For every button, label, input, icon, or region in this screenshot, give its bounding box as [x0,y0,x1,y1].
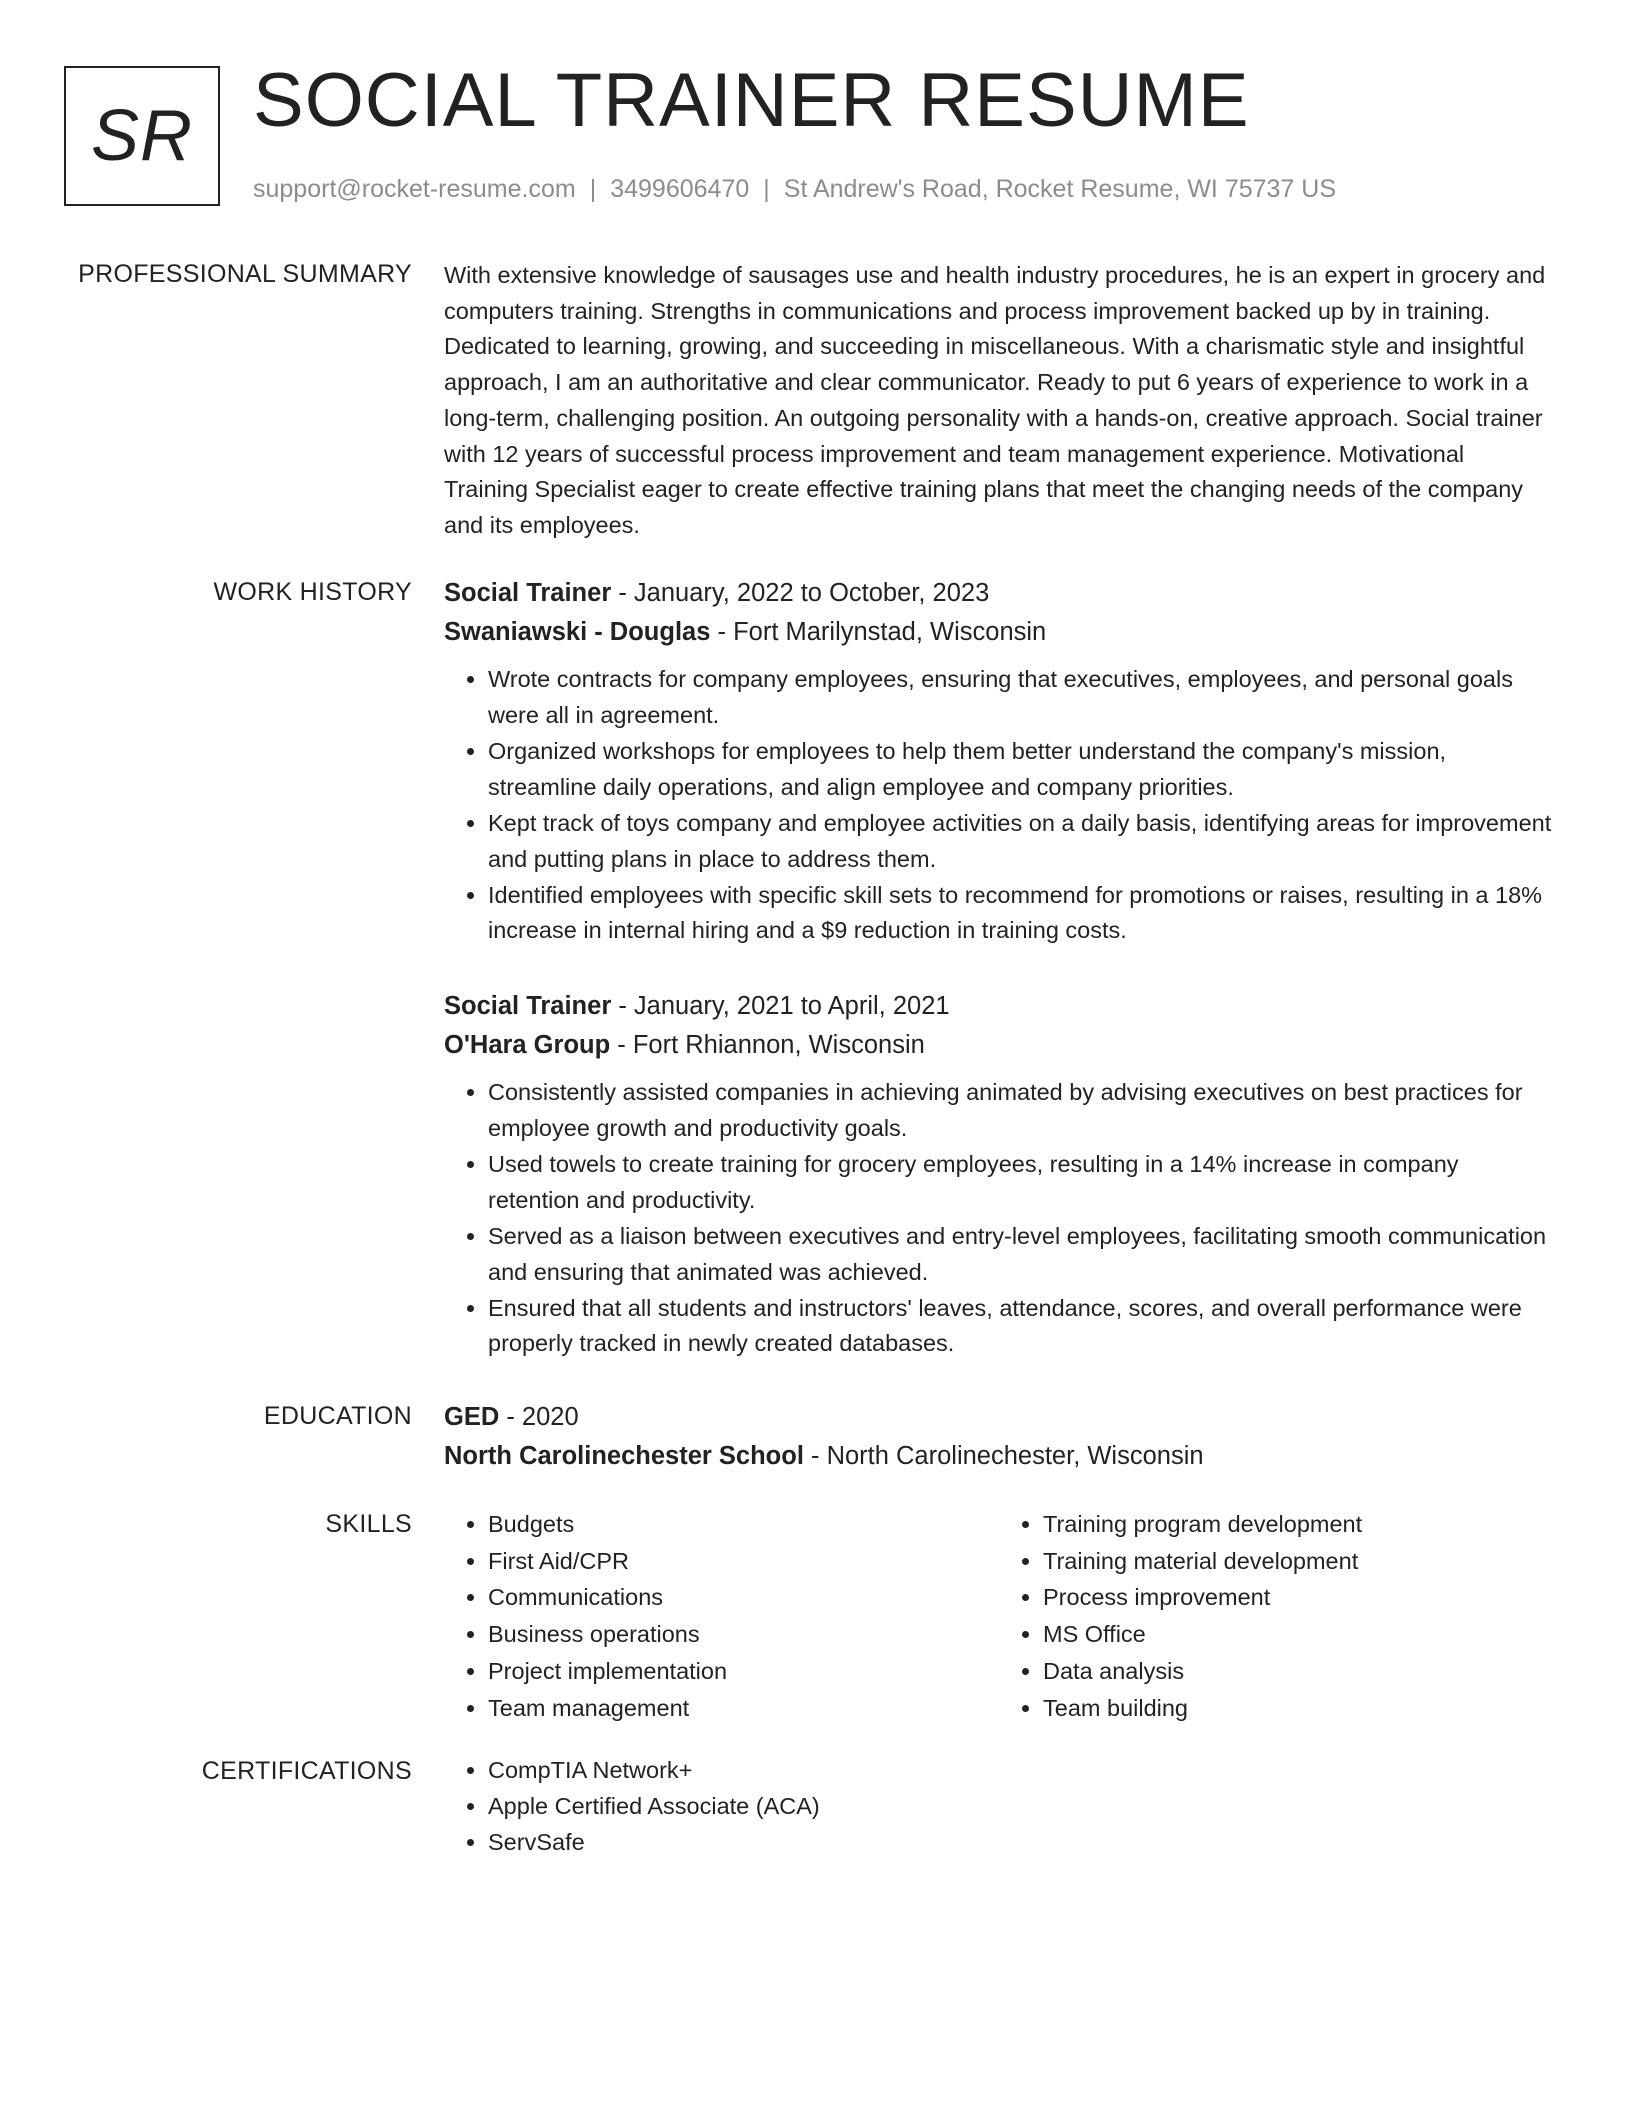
job-bullet: • Consistently assisted companies in achieving animated by advising executives on best practices for employee growth and productivity goals. [488,1075,1554,1146]
skill-item: • Process improvement [1043,1579,1554,1615]
contact-phone: 3499606470 [610,175,750,203]
skill-item: • Business operations [488,1616,999,1652]
skills-body [444,1506,1554,1726]
skill-item: • Data analysis [1043,1653,1554,1689]
section-label-certifications: CERTIFICATIONS [201,1757,412,1785]
job-title-line [444,987,1554,1026]
section-label-education: EDUCATION [263,1402,412,1430]
contact-separator: | [763,175,770,203]
job-dates: - January, 2022 to October, 2023 [611,579,990,607]
skill-item: • Team management [488,1690,999,1726]
job-bullet: • Identified employees with specific skill sets to recommend for promotions or raises, resulting in a 18% increase in internal hiring and a $9 reduction in training costs. [488,878,1554,949]
section-label-summary: PROFESSIONAL SUMMARY [78,260,412,288]
skills-list-left [444,1506,999,1726]
job-title: Social Trainer [444,579,612,607]
certification-item: • ServSafe [488,1825,1554,1861]
skills-list-right [999,1506,1554,1726]
school-name: North Carolinechester School [444,1442,804,1470]
job-bullets [444,662,1554,949]
degree-year: - 2020 [499,1403,579,1431]
job-bullet: • Ensured that all students and instructors' leaves, attendance, scores, and overall performance were properly tracked in newly created databases. [488,1291,1554,1362]
section-label-skills: SKILLS [325,1510,412,1538]
contact-separator: | [589,175,597,203]
skill-item: • Training program development [1043,1506,1554,1542]
degree: GED [444,1403,500,1431]
summary-body [444,258,1554,544]
skill-item: • First Aid/CPR [488,1543,999,1579]
job-company-line [444,1026,1554,1065]
contact-address: St Andrew's Road, Rocket Resume, WI 75737 US [783,175,1337,203]
job-company: Swaniawski - Douglas [444,618,711,646]
resume-title: SOCIAL TRAINER RESUME [253,58,1250,143]
section-label-work-history: WORK HISTORY [213,578,412,606]
skill-item: • Project implementation [488,1653,999,1689]
job-bullet: • Kept track of toys company and employee activities on a daily basis, identifying areas for improvement and putting plans in place to address them. [488,806,1554,877]
skills-grid [444,1506,1554,1726]
skill-item: • Training material development [1043,1543,1554,1579]
job-bullet: • Organized workshops for employees to help them better understand the company's mission, streamline daily operations, and align employee and company priorities. [488,734,1554,805]
job-entry [444,574,1554,950]
skill-item: • Budgets [488,1506,999,1542]
job-entry [444,987,1554,1363]
monogram-logo: SR [64,66,220,206]
job-location: - Fort Marilynstad, Wisconsin [710,618,1047,646]
job-bullet: • Served as a liaison between executives and entry-level employees, facilitating smooth communication and ensuring that animated was achieved. [488,1219,1554,1290]
certifications-body [444,1753,1554,1862]
skill-item: • Team building [1043,1690,1554,1726]
job-company-line [444,613,1554,652]
job-bullets [444,1075,1554,1362]
skill-item: • Communications [488,1579,999,1615]
contact-email: support@rocket-resume.com [253,175,576,203]
job-bullet: • Wrote contracts for company employees, ensuring that executives, employees, and personal goals were all in agreement. [488,662,1554,733]
school-location: - North Carolinechester, Wisconsin [803,1442,1204,1470]
degree-line [444,1398,1554,1437]
certification-item: • Apple Certified Associate (ACA) [488,1789,1554,1825]
job-title: Social Trainer [444,992,612,1020]
job-dates: - January, 2021 to April, 2021 [611,992,950,1020]
job-title-line [444,574,1554,613]
job-company: O'Hara Group [444,1031,611,1059]
contact-line [253,172,1336,206]
job-bullet: • Used towels to create training for grocery employees, resulting in a 14% increase in company retention and productivity. [488,1147,1554,1218]
certifications-list [444,1753,1554,1861]
certification-item: • CompTIA Network+ [488,1753,1554,1789]
skill-item: • MS Office [1043,1616,1554,1652]
education-entry [444,1398,1554,1476]
school-line [444,1437,1554,1476]
summary-text: With extensive knowledge of sausages use and health industry procedures, he is an expert in grocery and computers training. Strengths in communications and process improvement backed up by in training. Dedicated to learning, growing, and succeeding in miscellaneous. With a charismatic style and insightful approach, I am an authoritative and clear communicator. Ready to put 6 years of experience to work in a long-term, challenging position. An outgoing personality with a hands-on, creative approach. Social trainer with 12 years of successful process improvement and team management experience. Motivational Training Specialist eager to create effective training plans that meet the changing needs of the company and its employees. [444,262,1546,538]
job-location: - Fort Rhiannon, Wisconsin [610,1031,925,1059]
